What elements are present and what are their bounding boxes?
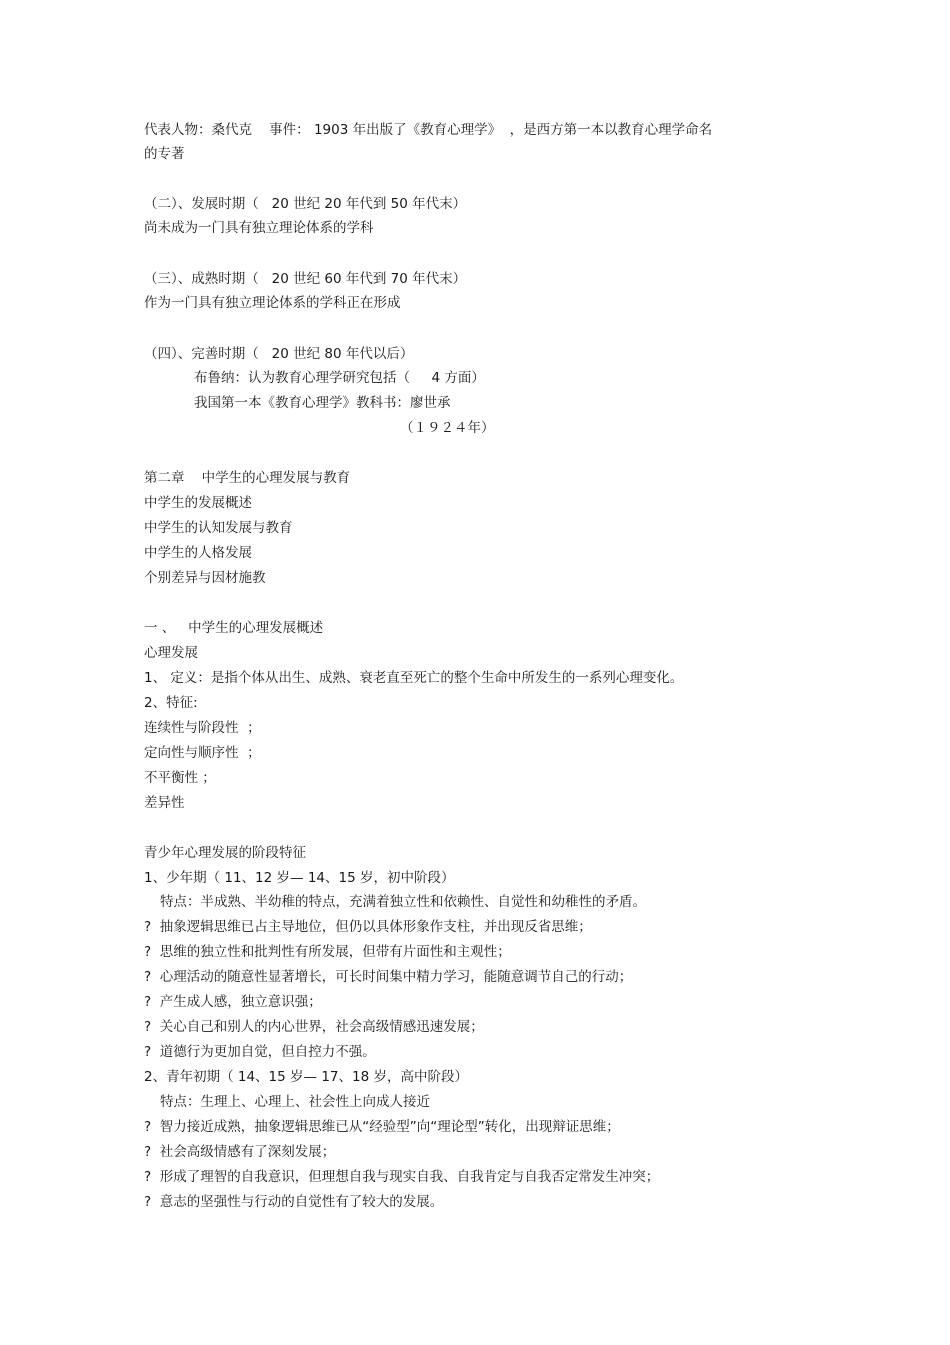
chapter-heading: 第二章 中学生的心理发展与教育 [144,470,351,486]
text-line: 2、青年初期（ 14、15 岁— 17、18 岁，高中阶段） [144,1069,468,1085]
text-line: 特点：半成熟、半幼稚的特点，充满着独立性和依赖性、自觉性和幼稚性的矛盾。 [160,894,646,910]
list-item: ? 社会高级情感有了深刻发展； [144,1144,336,1160]
text-line: 作为一门具有独立理论体系的学科正在形成 [144,295,401,311]
text-line: 心理发展 [144,645,198,661]
section-heading: （二）、发展时期（ 20 世纪 20 年代到 50 年代末） [144,196,467,212]
text-line: 中学生的认知发展与教育 [144,520,293,536]
list-item: ? 关心自己和别人的内心世界，社会高级情感迅速发展； [144,1019,484,1035]
text-line: 不平衡性 ； [144,770,216,786]
text-line: 定向性与顺序性 ； [144,745,261,761]
list-item: ? 形成了理智的自我意识，但理想自我与现实自我、自我肯定与自我否定常发生冲突； [144,1169,660,1185]
section-heading: （三）、成熟时期（ 20 世纪 60 年代到 70 年代末） [144,271,467,287]
text-line: 我国第一本《教育心理学》教科书：廖世承 [194,395,451,411]
text-line: 中学生的人格发展 [144,545,252,561]
text-line: 的专著 [144,146,185,162]
list-item: ? 意志的坚强性与行动的自觉性有了较大的发展。 [144,1194,444,1210]
list-item: ? 思维的独立性和批判性有所发展，但带有片面性和主观性； [144,944,511,960]
text-line: 2、特征: [144,695,198,711]
list-item: ? 道德行为更加自觉，但自控力不强。 [144,1044,376,1060]
text-line: 尚未成为一门具有独立理论体系的学科 [144,220,374,236]
text-line: 差异性 [144,795,185,811]
list-item: ? 抽象逻辑思维已占主导地位，但仍以具体形象作支柱，并出现反省思维； [144,919,592,935]
text-line: 代表人物：桑代克 事件： 1903 年出版了《教育心理学》 ，是西方第一本以教育心理学命名 [144,122,713,138]
text-line: 布鲁纳：认为教育心理学研究包括（ 4 方面） [194,370,485,386]
text-line: 1、 定义：是指个体从出生、成熟、衰老直至死亡的整个生命中所发生的一系列心理变化。 [144,670,684,686]
section-heading: 一 、 中学生的心理发展概述 [144,620,324,636]
list-item: ? 产生成人感，独立意识强； [144,994,322,1010]
text-line: （１９２４年） [400,420,495,436]
section-heading: （四）、完善时期（ 20 世纪 80 年代以后） [144,346,414,362]
list-item: ? 心理活动的随意性显著增长，可长时间集中精力学习，能随意调节自己的行动； [144,969,633,985]
text-line: 个别差异与因材施教 [144,570,266,586]
text-line: 连续性与阶段性 ； [144,720,261,736]
section-heading: 青少年心理发展的阶段特征 [144,845,306,861]
text-line: 中学生的发展概述 [144,495,252,511]
text-line: 1、少年期（ 11、12 岁— 14、15 岁，初中阶段） [144,870,455,886]
list-item: ? 智力接近成熟，抽象逻辑思维已从“经验型”向“理论型”转化，出现辩证思维； [144,1119,620,1135]
text-line: 特点：生理上、心理上、社会性上向成人接近 [160,1094,430,1110]
